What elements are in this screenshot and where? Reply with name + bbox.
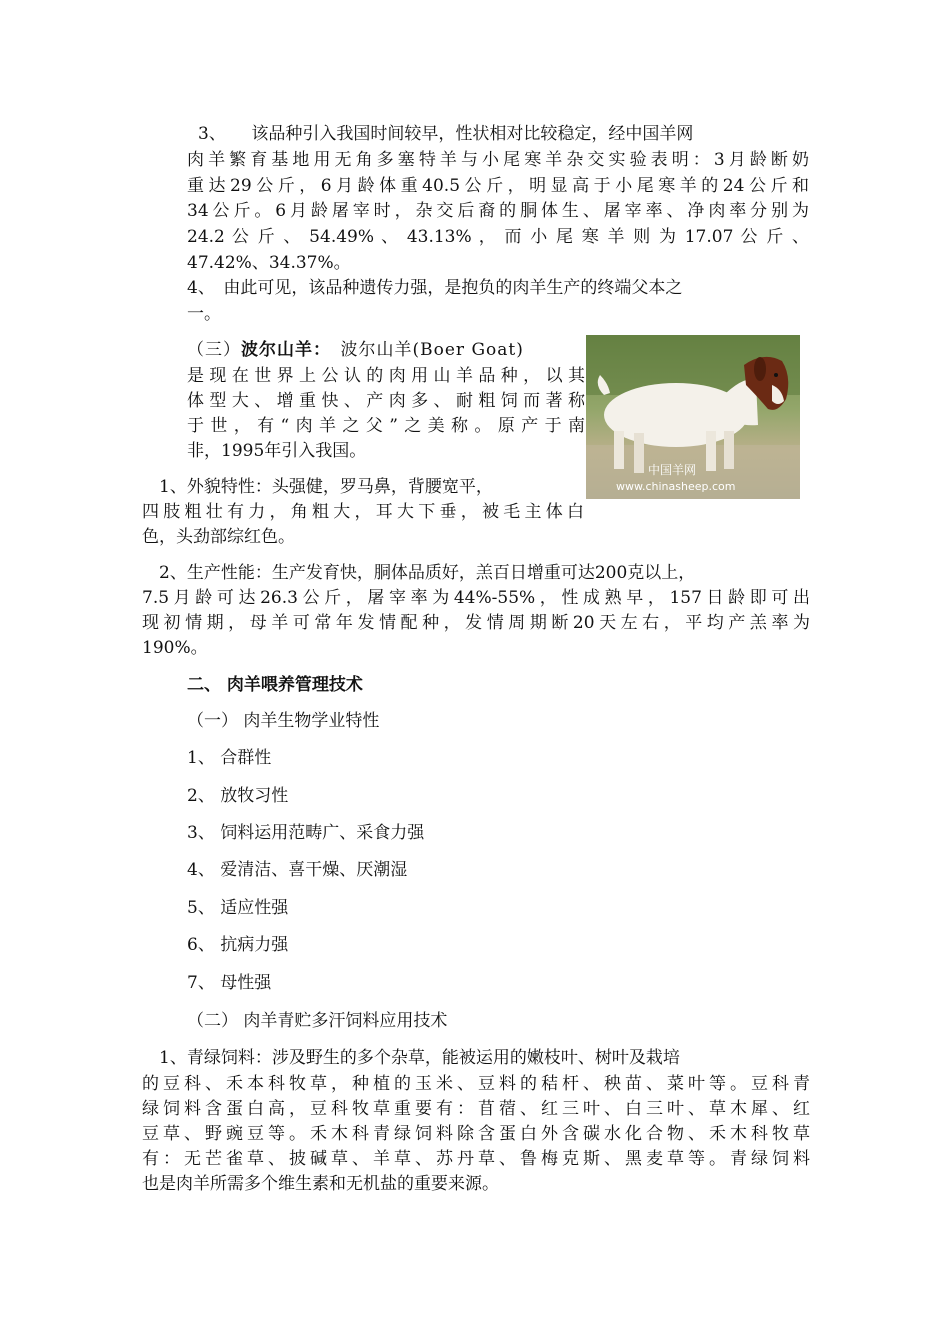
watermark-line-2: www.chinasheep.com xyxy=(616,480,736,493)
boer-intro-line-3: 于世，有“肉羊之父”之美称。原产于南 xyxy=(187,416,585,436)
para-3-line-6: 47.42%、34.37%。 xyxy=(187,253,351,273)
para-3-line-1: 3、 该品种引入我国时间较早，性状相对比较稳定，经中国羊网 xyxy=(198,124,694,144)
trait-item-6: 6、 抗病力强 xyxy=(187,935,289,955)
para-3-line-5: 24.2 公 斤 、 54.49% 、 43.13% ， 而 小 尾 寒 羊 则 为 17.07 公 斤 、 xyxy=(187,227,809,247)
boer-performance-line-3: 现初情期，母羊可常年发情配种，发情周期断20天左右，平均产羔率为 xyxy=(142,613,810,633)
trait-item-3: 3、 饲料运用范畴广、采食力强 xyxy=(187,823,425,843)
boer-heading-line xyxy=(187,338,524,362)
boer-heading-title: 波尔山羊： xyxy=(241,340,323,360)
boer-appearance-line-1: 1、外貌特性：头强健，罗马鼻，背腰宽平， xyxy=(142,477,493,497)
para-3-line-2: 肉羊繁育基地用无角多塞特羊与小尾寒羊杂交实验表明：3月龄断奶 xyxy=(187,150,809,170)
boer-heading-prefix: （三） xyxy=(187,340,241,360)
boer-intro-line-2: 体型大、增重快、产肉多、耐粗饲而著称 xyxy=(187,391,585,411)
part-two-sub-two: （二） 肉羊青贮多汗饲料应用技术 xyxy=(187,1011,448,1031)
trait-item-4: 4、 爱清洁、喜干燥、厌潮湿 xyxy=(187,860,408,880)
boer-appearance-line-2: 四肢粗壮有力，角粗大，耳大下垂，被毛主体白 xyxy=(142,502,584,522)
trait-item-2: 2、 放牧习性 xyxy=(187,786,289,806)
green-feed-line-1: 1、青绿饲料：涉及野生的多个杂草，能被运用的嫩枝叶、树叶及栽培 xyxy=(142,1048,680,1068)
photo-watermark xyxy=(586,460,800,500)
green-feed-line-4: 豆草、野豌豆等。禾木科青绿饲料除含蛋白外含碳水化合物、禾木科牧草 xyxy=(142,1124,810,1144)
green-feed-line-5: 有：无芒雀草、披碱草、羊草、苏丹草、鲁梅克斯、黑麦草等。青绿饲料 xyxy=(142,1149,810,1169)
boer-performance-line-1: 2、生产性能：生产发育快，胴体品质好，羔百日增重可达200克以上， xyxy=(142,563,696,583)
boer-intro-line-1: 是现在世界上公认的肉用山羊品种，以其 xyxy=(187,366,585,386)
boer-performance-line-4: 190%。 xyxy=(142,638,208,658)
green-feed-line-2: 的豆科、禾本科牧草，种植的玉米、豆料的秸杆、秧苗、菜叶等。豆科青 xyxy=(142,1074,810,1094)
boer-performance-line-2: 7.5月龄可达26.3公斤，屠宰率为44%-55%，性成熟早，157日龄即可出 xyxy=(142,588,810,608)
trait-item-5: 5、 适应性强 xyxy=(187,898,289,918)
para-3-line-4: 34公斤。6月龄屠宰时，杂交后裔的胴体生、屠宰率、净肉率分别为 xyxy=(187,201,809,221)
green-feed-line-3: 绿饲料含蛋白高，豆科牧草重要有：苜蓿、红三叶、白三叶、草木犀、红 xyxy=(142,1099,810,1119)
para-4-line-2: 一。 xyxy=(187,304,221,324)
part-two-heading: 二、 肉羊喂养管理技术 xyxy=(187,675,363,695)
boer-appearance-line-3: 色，头劲部综红色。 xyxy=(142,527,295,547)
para-3-line-3: 重达29公斤，6月龄体重40.5公斤，明显高于小尾寒羊的24公斤和 xyxy=(187,176,809,196)
boer-intro-line-4: 非，1995年引入我国。 xyxy=(187,441,367,461)
para-4-line-1: 4、 由此可见，该品种遗传力强，是抱负的肉羊生产的终端父本之 xyxy=(187,278,683,298)
green-feed-line-6: 也是肉羊所需多个维生素和无机盐的重要来源。 xyxy=(142,1174,499,1194)
trait-item-7: 7、 母性强 xyxy=(187,973,272,993)
trait-item-1: 1、 合群性 xyxy=(187,748,272,768)
watermark-line-1: 中国羊网 xyxy=(648,463,697,477)
part-two-sub-one: （一） 肉羊生物学业特性 xyxy=(187,711,380,731)
boer-intro-first: 波尔山羊(Boer Goat) xyxy=(322,340,524,360)
